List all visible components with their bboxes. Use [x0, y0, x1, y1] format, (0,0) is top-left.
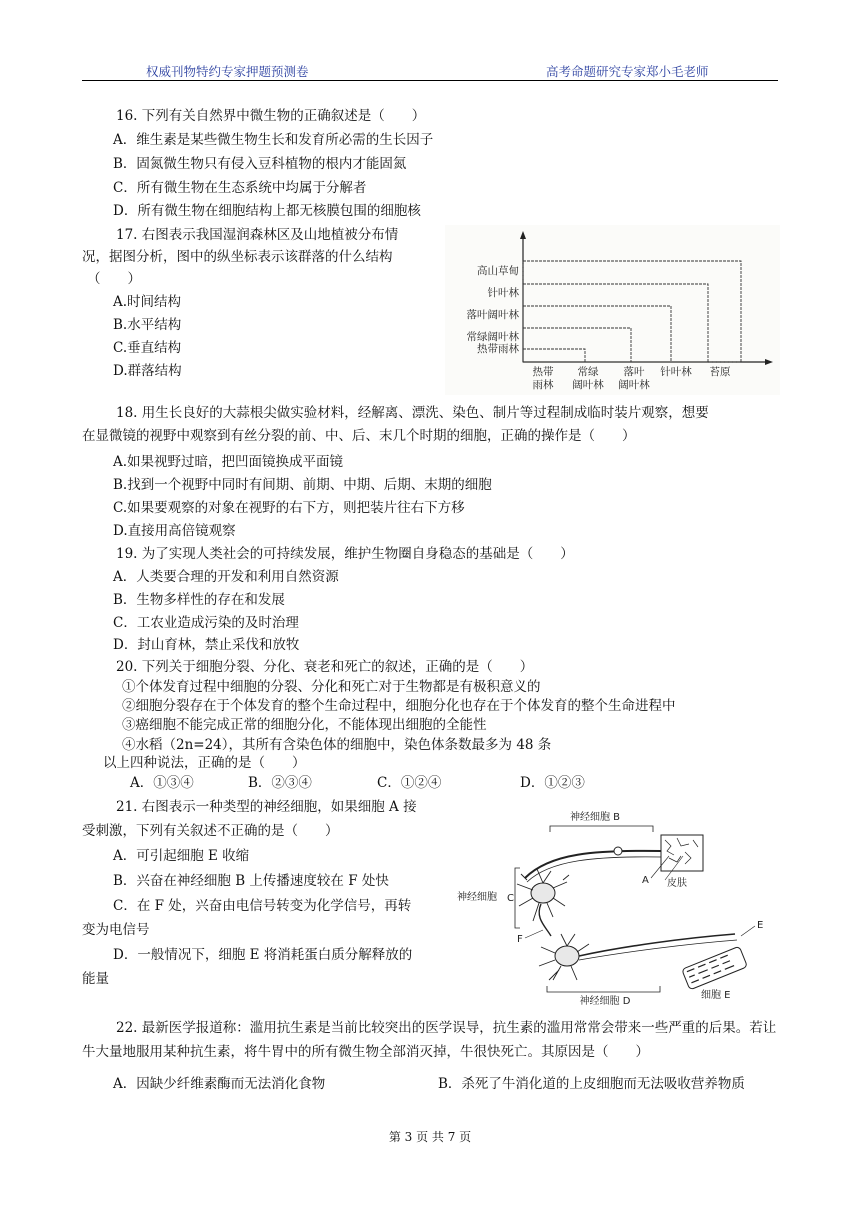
- q17-option-d: D.群落结构: [113, 363, 182, 379]
- x-label-rainforest-2: 雨林: [532, 379, 554, 391]
- label-a: A: [642, 875, 649, 886]
- q17-stem-line3: （ ）: [87, 271, 141, 287]
- x-label-rainforest-1: 热带: [532, 366, 554, 378]
- q16-option-d: D．所有微生物在细胞结构上都无核膜包围的细胞核: [113, 203, 421, 219]
- q21-option-c-line1: C．在 F 处，兴奋由电信号转变为化学信号，再转: [113, 898, 412, 914]
- label-neuron: 神经细胞: [457, 892, 497, 903]
- label-skin: 皮肤: [667, 878, 687, 889]
- q21-option-a: A．可引起细胞 E 收缩: [113, 848, 250, 864]
- y-label-evergreen: 常绿阔叶林: [466, 331, 519, 343]
- label-f: F: [517, 934, 523, 945]
- q21-stem-line2: 受刺激，下列有关叙述不正确的是（ ）: [82, 823, 339, 839]
- q21-option-d-line2: 能量: [82, 971, 109, 987]
- x-label-evergreen-1: 常绿: [577, 366, 599, 378]
- q21-stem-line1: 21. 右图表示一种类型的神经细胞，如果细胞 A 接: [116, 799, 417, 815]
- q19-option-a: A．人类要合理的开发和利用自然资源: [113, 569, 339, 585]
- q17-stem-line2: 况，据图分析，图中的纵坐标表示该群落的什么结构: [82, 249, 393, 265]
- q17-option-c: C.垂直结构: [113, 340, 182, 356]
- label-cell-e: 细胞 E: [701, 990, 731, 1001]
- q20-option-d: D．①②③: [520, 775, 585, 791]
- header-right: 高考命题研究专家郑小毛老师: [546, 64, 709, 79]
- q20-statement-4: ④水稻（2n=24），其所有含染色体的细胞中，染色体条数最多为 48 条: [122, 737, 552, 753]
- q18-option-a: A.如果视野过暗，把凹面镜换成平面镜: [113, 454, 344, 470]
- y-label-alpine-meadow: 高山草甸: [477, 265, 519, 277]
- q17-option-a: A.时间结构: [113, 294, 182, 310]
- label-neuron-b: 神经细胞 B: [569, 812, 621, 823]
- vegetation-distribution-figure: [445, 225, 780, 395]
- q18-stem-line1: 18. 用生长良好的大蒜根尖做实验材料，经解离、漂洗、染色、制片等过程制成临时装片观察，想要: [116, 405, 709, 421]
- q22-option-a: A．因缺少纤维素酶而无法消化食物: [113, 1076, 326, 1092]
- q20-option-c: C．①②④: [377, 775, 442, 791]
- q20-stem: 20. 下列关于细胞分裂、分化、衰老和死亡的叙述，正确的是（ ）: [116, 659, 534, 675]
- q22-option-b: B．杀死了牛消化道的上皮细胞而无法吸收营养物质: [438, 1076, 745, 1092]
- q16-stem: 16. 下列有关自然界中微生物的正确叙述是（ ）: [116, 108, 426, 124]
- q22-stem: 22. 最新医学报道称：滥用抗生素是当前比较突出的医学误导，抗生素的滥用常常会带来一些严重的后果。若让牛大量地服用某种抗生素，将牛胃中的所有微生物全部消灭掉，牛很快死亡。其原因是（ ）: [82, 1020, 777, 1060]
- q18-stem-line2: 在显微镜的视野中观察到有丝分裂的前、中、后、末几个时期的细胞，正确的操作是（ ）: [82, 428, 636, 444]
- q18-option-b: B.找到一个视野中同时有间期、前期、中期、后期、末期的细胞: [113, 477, 492, 493]
- q21-option-b: B．兴奋在神经细胞 B 上传播速度较在 F 处快: [113, 873, 389, 889]
- x-label-tundra: 苔原: [709, 366, 731, 378]
- q19-option-c: C．工农业造成污染的及时治理: [113, 615, 299, 631]
- q16-option-a: A．维生素是某些微生物生长和发育所必需的生长因子: [113, 132, 434, 148]
- q20-option-b: B．②③④: [248, 775, 312, 791]
- x-label-deciduous-2: 阔叶林: [618, 379, 650, 391]
- header-rule: [82, 80, 778, 81]
- x-label-coniferous: 针叶林: [660, 366, 692, 378]
- y-label-deciduous: 落叶阔叶林: [466, 309, 519, 321]
- q19-option-b: B．生物多样性的存在和发展: [113, 592, 285, 608]
- q20-statement-3: ③癌细胞不能完成正常的细胞分化，不能体现出细胞的全能性: [122, 717, 487, 733]
- label-c: C: [507, 893, 514, 904]
- q20-statement-2: ②细胞分裂存在于个体发育的整个生命过程中，细胞分化也存在于个体发育的整个生命进程中: [122, 698, 676, 714]
- q18-option-c: C.如果要观察的对象在视野的右下方，则把装片往右下方移: [113, 500, 465, 516]
- q20-statement-1: ①个体发育过程中细胞的分裂、分化和死亡对于生物都是有极积意义的: [122, 679, 541, 695]
- x-label-evergreen-2: 阔叶林: [572, 379, 604, 391]
- q16-option-b: B．固氮微生物只有侵入豆科植物的根内才能固氮: [113, 156, 407, 172]
- q19-option-d: D．封山育林，禁止采伐和放牧: [113, 637, 300, 653]
- neuron-diagram: [455, 808, 780, 1010]
- q20-lead: 以上四种说法，正确的是（ ）: [103, 755, 306, 771]
- q17-stem-line1: 17. 右图表示我国湿润森林区及山地植被分布情: [116, 227, 399, 243]
- page-footer: 第 3 页 共 7 页: [388, 1130, 472, 1144]
- y-label-coniferous: 针叶林: [487, 287, 519, 299]
- q21-option-c-line2: 变为电信号: [82, 922, 150, 938]
- y-label-rainforest: 热带雨林: [477, 343, 519, 355]
- q21-option-d-line1: D．一般情况下，细胞 E 将消耗蛋白质分解释放的: [113, 947, 413, 963]
- q17-option-b: B.水平结构: [113, 317, 182, 333]
- x-label-deciduous-1: 落叶: [623, 366, 645, 378]
- label-neuron-d: 神经细胞 D: [579, 996, 631, 1007]
- q16-option-c: C．所有微生物在生态系统中均属于分解者: [113, 180, 367, 196]
- header-left: 权威刊物特约专家押题预测卷: [146, 64, 309, 79]
- q18-option-d: D.直接用高倍镜观察: [113, 523, 236, 539]
- q20-option-a: A．①③④: [130, 775, 194, 791]
- label-e: E: [757, 920, 764, 931]
- q19-stem: 19. 为了实现人类社会的可持续发展，维护生物圈自身稳态的基础是（ ）: [116, 546, 574, 562]
